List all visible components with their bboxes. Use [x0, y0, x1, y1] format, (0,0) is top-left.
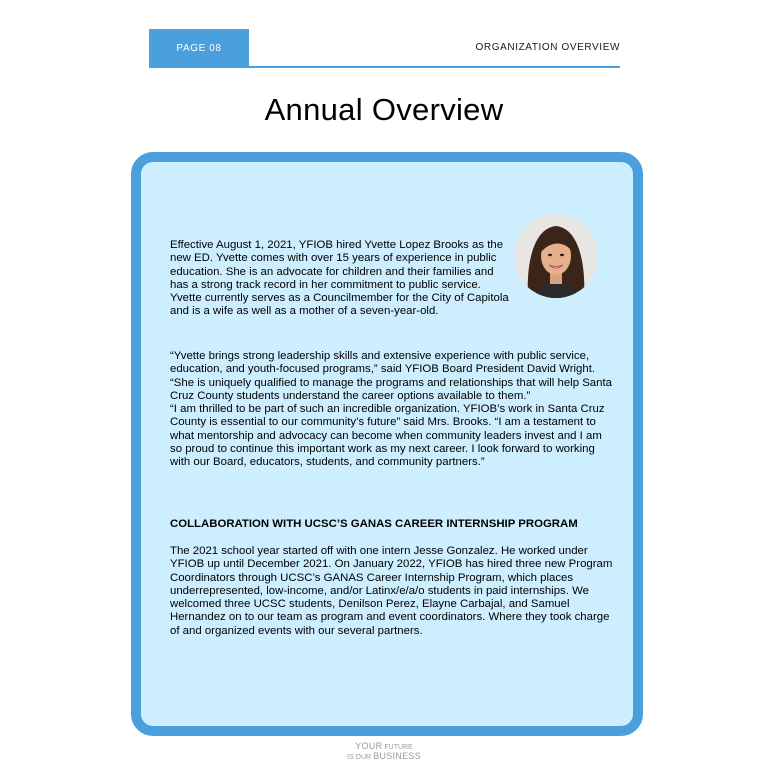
logo-word-business: BUSINESS	[373, 751, 421, 761]
quote-qualification: “She is uniquely qualified to manage the programs and relationships that will help Santa Cruz County students understand the career options available to them.”	[170, 376, 612, 402]
quotes-paragraph	[170, 350, 616, 470]
footer-logo	[0, 742, 768, 762]
logo-word-is-our: IS OUR	[347, 754, 372, 761]
intro-paragraph: Effective August 1, 2021, YFIOB hired Yvette Lopez Brooks as the new ED. Yvette comes with over 15 years of experience in public education. She is an advocate for children and their families and has a strong track record in her commitment to public service. Yvette currently serves as a Councilmember for the City of Capitola and is a wife as well as a mother of a seven-year-old.	[170, 239, 509, 318]
page-title: Annual Overview	[264, 92, 504, 127]
quote-mrs-brooks: “I am thrilled to be part of such an incredible organization. YFIOB’s work in Santa Cruz County is essential to our community’s future” said Mrs. Brooks. “I am a testament to what mentorship and advocacy can become when community leaders invest and I am so proud to continue this important work as my next career. I look forward to working with our Board, educators, students, and community partners.”	[170, 403, 605, 469]
collaboration-paragraph: The 2021 school year started off with one intern Jesse Gonzalez. He worked under YFIOB up until December 2021. On January 2022, YFIOB has hired three new Program Coordinators through UCSC’s GANAS Career Internship Program, which places underrepresented, low-income, and/or Latinx/e/a/o students in paid internships. We welcomed three UCSC students, Denilson Perez, Elayne Carbajal, and Samuel Hernandez on to our team as program and event coordinators. Where they took charge of and organized events with our several partners.	[170, 545, 613, 637]
section-heading: COLLABORATION WITH UCSC’S GANAS CAREER INTERNSHIP PROGRAM	[170, 518, 578, 530]
logo-word-your: YOUR	[355, 741, 383, 751]
quote-board-president: “Yvette brings strong leadership skills and extensive experience with public service, education, and youth-focused programs,” said YFIOB Board President David Wright.	[170, 350, 596, 376]
portrait-photo	[514, 214, 598, 298]
logo-word-future: FUTURE	[384, 744, 413, 751]
section-title: ORGANIZATION OVERVIEW	[475, 42, 620, 53]
portrait-illustration	[514, 214, 598, 298]
header-divider	[149, 66, 620, 68]
page-number-label: PAGE 08	[176, 43, 222, 54]
page-number-tab	[149, 29, 249, 68]
